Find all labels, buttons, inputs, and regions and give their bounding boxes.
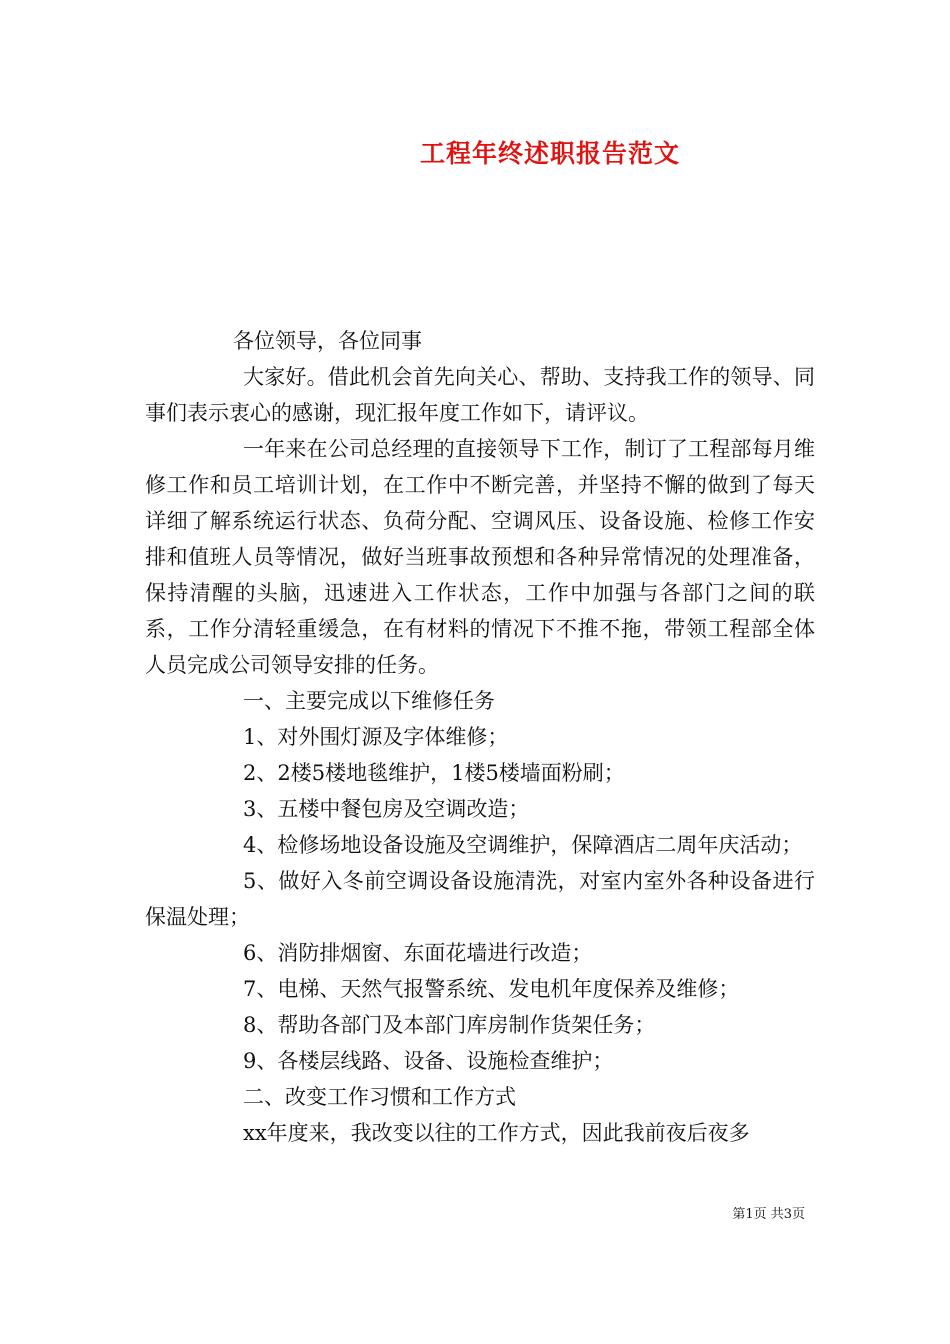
task-item: 9、各楼层线路、设备、设施检查维护；: [243, 1049, 614, 1073]
task-item: 6、消防排烟窗、东面花墙进行改造；: [243, 941, 593, 965]
task-item: 1、对外围灯源及字体维修；: [243, 725, 509, 749]
task-item: 2、2楼5楼地毯维护，1楼5楼墙面粉刷；: [243, 761, 625, 785]
task-item: 4、检修场地设备设施及空调维护，保障酒店二周年庆活动；: [243, 833, 803, 857]
paragraph-greeting: 大家好。借此机会首先向关心、帮助、支持我工作的领导、同事们表示衷心的感谢，现汇报年度工作如下，请评议。: [145, 365, 815, 425]
section-heading-2: 二、改变工作习惯和工作方式: [243, 1085, 516, 1109]
section-heading-1: 一、主要完成以下维修任务: [243, 689, 495, 713]
task-item: 8、帮助各部门及本部门库房制作货架任务；: [243, 1013, 656, 1037]
paragraph-summary: 一年来在公司总经理的直接领导下工作，制订了工程部每月维修工作和员工培训计划，在工作中不断完善，并坚持不懈的做到了每天详细了解系统运行状态、负荷分配、空调风压、设备设施、检修工作安排和值班人员等情况，做好当班事故预想和各种异常情况的处理准备，保持清醒的头脑，迅速进入工作状态，工作中加强与各部门之间的联系，工作分清轻重缓急，在有材料的情况下不推不拖，带领工程部全体人员完成公司领导安排的任务。: [145, 437, 815, 677]
section-2-text: xx年度来，我改变以往的工作方式，因此我前夜后夜多: [243, 1121, 750, 1145]
document-body: [145, 323, 815, 1151]
task-item: 3、五楼中餐包房及空调改造；: [243, 797, 530, 821]
document-title: 工程年终述职报告范文: [419, 139, 680, 168]
salutation: 各位领导，各位同事: [233, 329, 422, 353]
task-item: 7、电梯、天然气报警系统、发电机年度保养及维修；: [243, 977, 740, 1001]
task-item: 5、做好入冬前空调设备设施清洗，对室内室外各种设备进行保温处理；: [145, 869, 815, 929]
page-number: 第1页 共3页: [732, 1207, 805, 1222]
